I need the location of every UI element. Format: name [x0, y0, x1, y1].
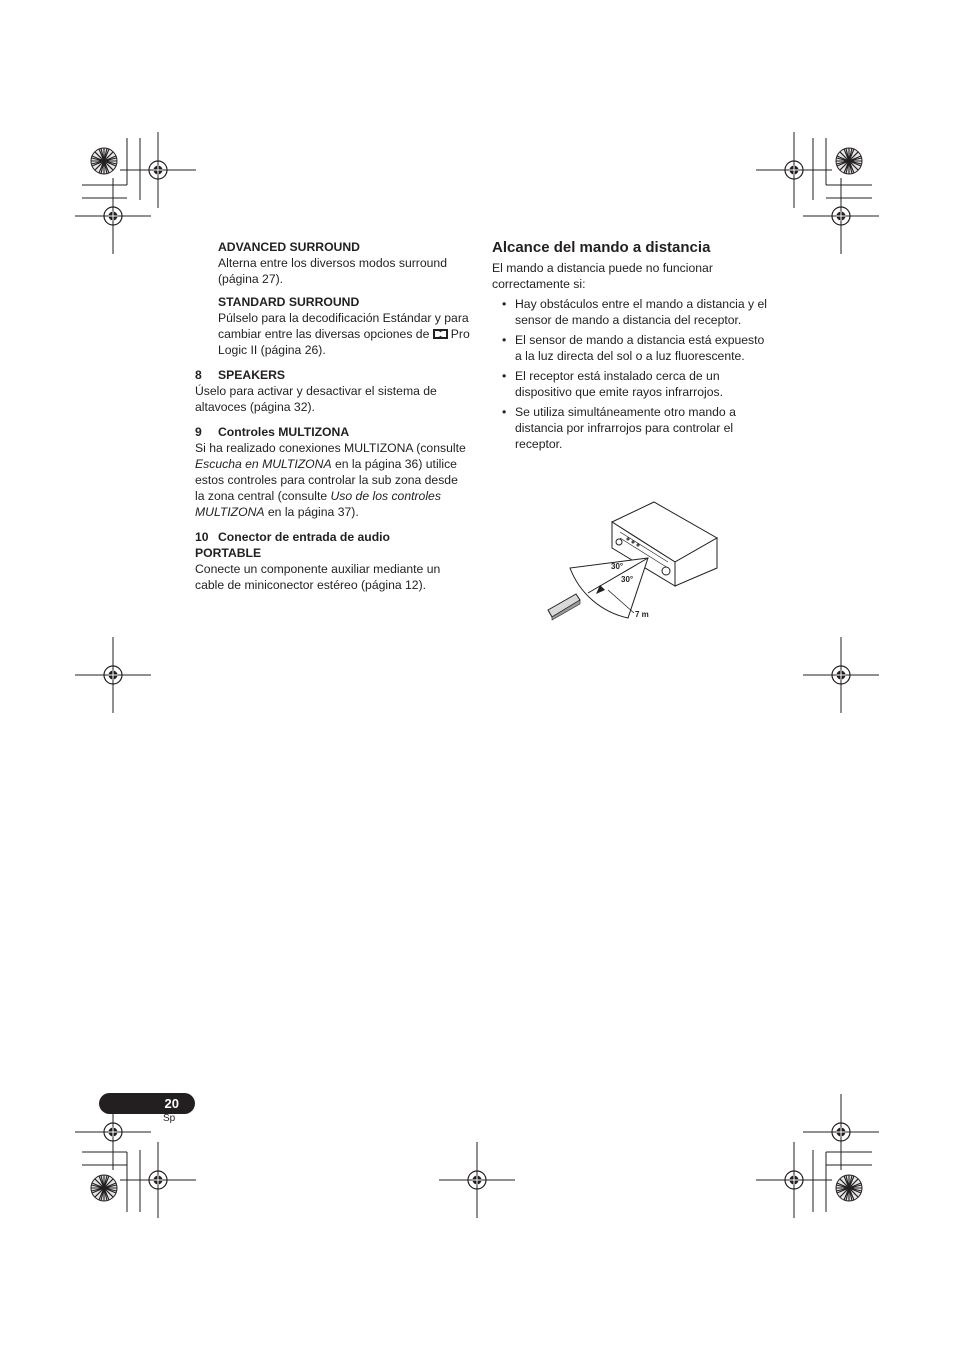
- dolby-logo-icon: [433, 329, 448, 339]
- crop-mark-mid-right: [803, 637, 879, 713]
- crop-mark-bottom-right: [756, 1094, 879, 1218]
- page-language: Sp: [163, 1113, 176, 1124]
- remote-control-illustration: [548, 594, 580, 620]
- remote-range-diagram: [540, 498, 720, 623]
- section-9-heading: 9 Controles MULTIZONA: [195, 425, 350, 439]
- list-item: • El sensor de mando a distancia está expuesto a la luz directa del sol o a luz fluorescente.: [492, 332, 768, 364]
- section-8-heading: 8 SPEAKERS: [195, 368, 286, 382]
- section-title: Alcance del mando a distancia: [492, 239, 711, 256]
- list-item: • Se utiliza simultáneamente otro mando a distancia por infrarrojos para controlar el receptor.: [492, 404, 768, 452]
- angle-label-2: 30°: [621, 575, 634, 584]
- distance-label: 7 m: [635, 610, 649, 619]
- bullet-list: [492, 296, 768, 452]
- range-sector: [570, 558, 648, 618]
- section-10-text: Conecte un componente auxiliar mediante un cable de miniconector estéreo (página 12).: [195, 562, 441, 592]
- crop-mark-top-left: [75, 132, 196, 254]
- advanced-surround-title: ADVANCED SURROUND: [218, 240, 360, 254]
- standard-surround-text: Púlselo para la decodificación Estándar y para cambiar entre las diversas opciones de Pro Logic II (página 26).: [218, 311, 470, 357]
- list-item: • El receptor está instalado cerca de un dispositivo que emite rayos infrarrojos.: [492, 368, 768, 400]
- intro-text: El mando a distancia puede no funcionar correctamente si:: [492, 261, 713, 291]
- crop-mark-bottom-center: [439, 1142, 515, 1218]
- list-item: • Hay obstáculos entre el mando a distancia y el sensor de mando a distancia del receptor.: [492, 296, 768, 328]
- crop-mark-top-right: [756, 132, 879, 254]
- left-column: [195, 239, 470, 593]
- section-8-text: Úselo para activar y desactivar el sistema de altavoces (página 32).: [195, 384, 437, 414]
- section-10-heading: 10 Conector de entrada de audio PORTABLE: [195, 530, 391, 560]
- standard-surround-title: STANDARD SURROUND: [218, 295, 360, 309]
- section-9-text: Si ha realizado conexiones MULTIZONA (consulte Escucha en MULTIZONA en la página 36) utilice estos controles para controlar la sub zona desde la zona central (consulte Uso de los controles MULTIZONA en la página 37).: [195, 441, 466, 519]
- right-column: [492, 239, 768, 456]
- crop-mark-mid-left: [75, 637, 151, 713]
- page-number-badge: 20: [99, 1093, 195, 1114]
- advanced-surround-text: Alterna entre los diversos modos surround (página 27).: [218, 256, 447, 286]
- angle-label-1: 30°: [611, 562, 624, 571]
